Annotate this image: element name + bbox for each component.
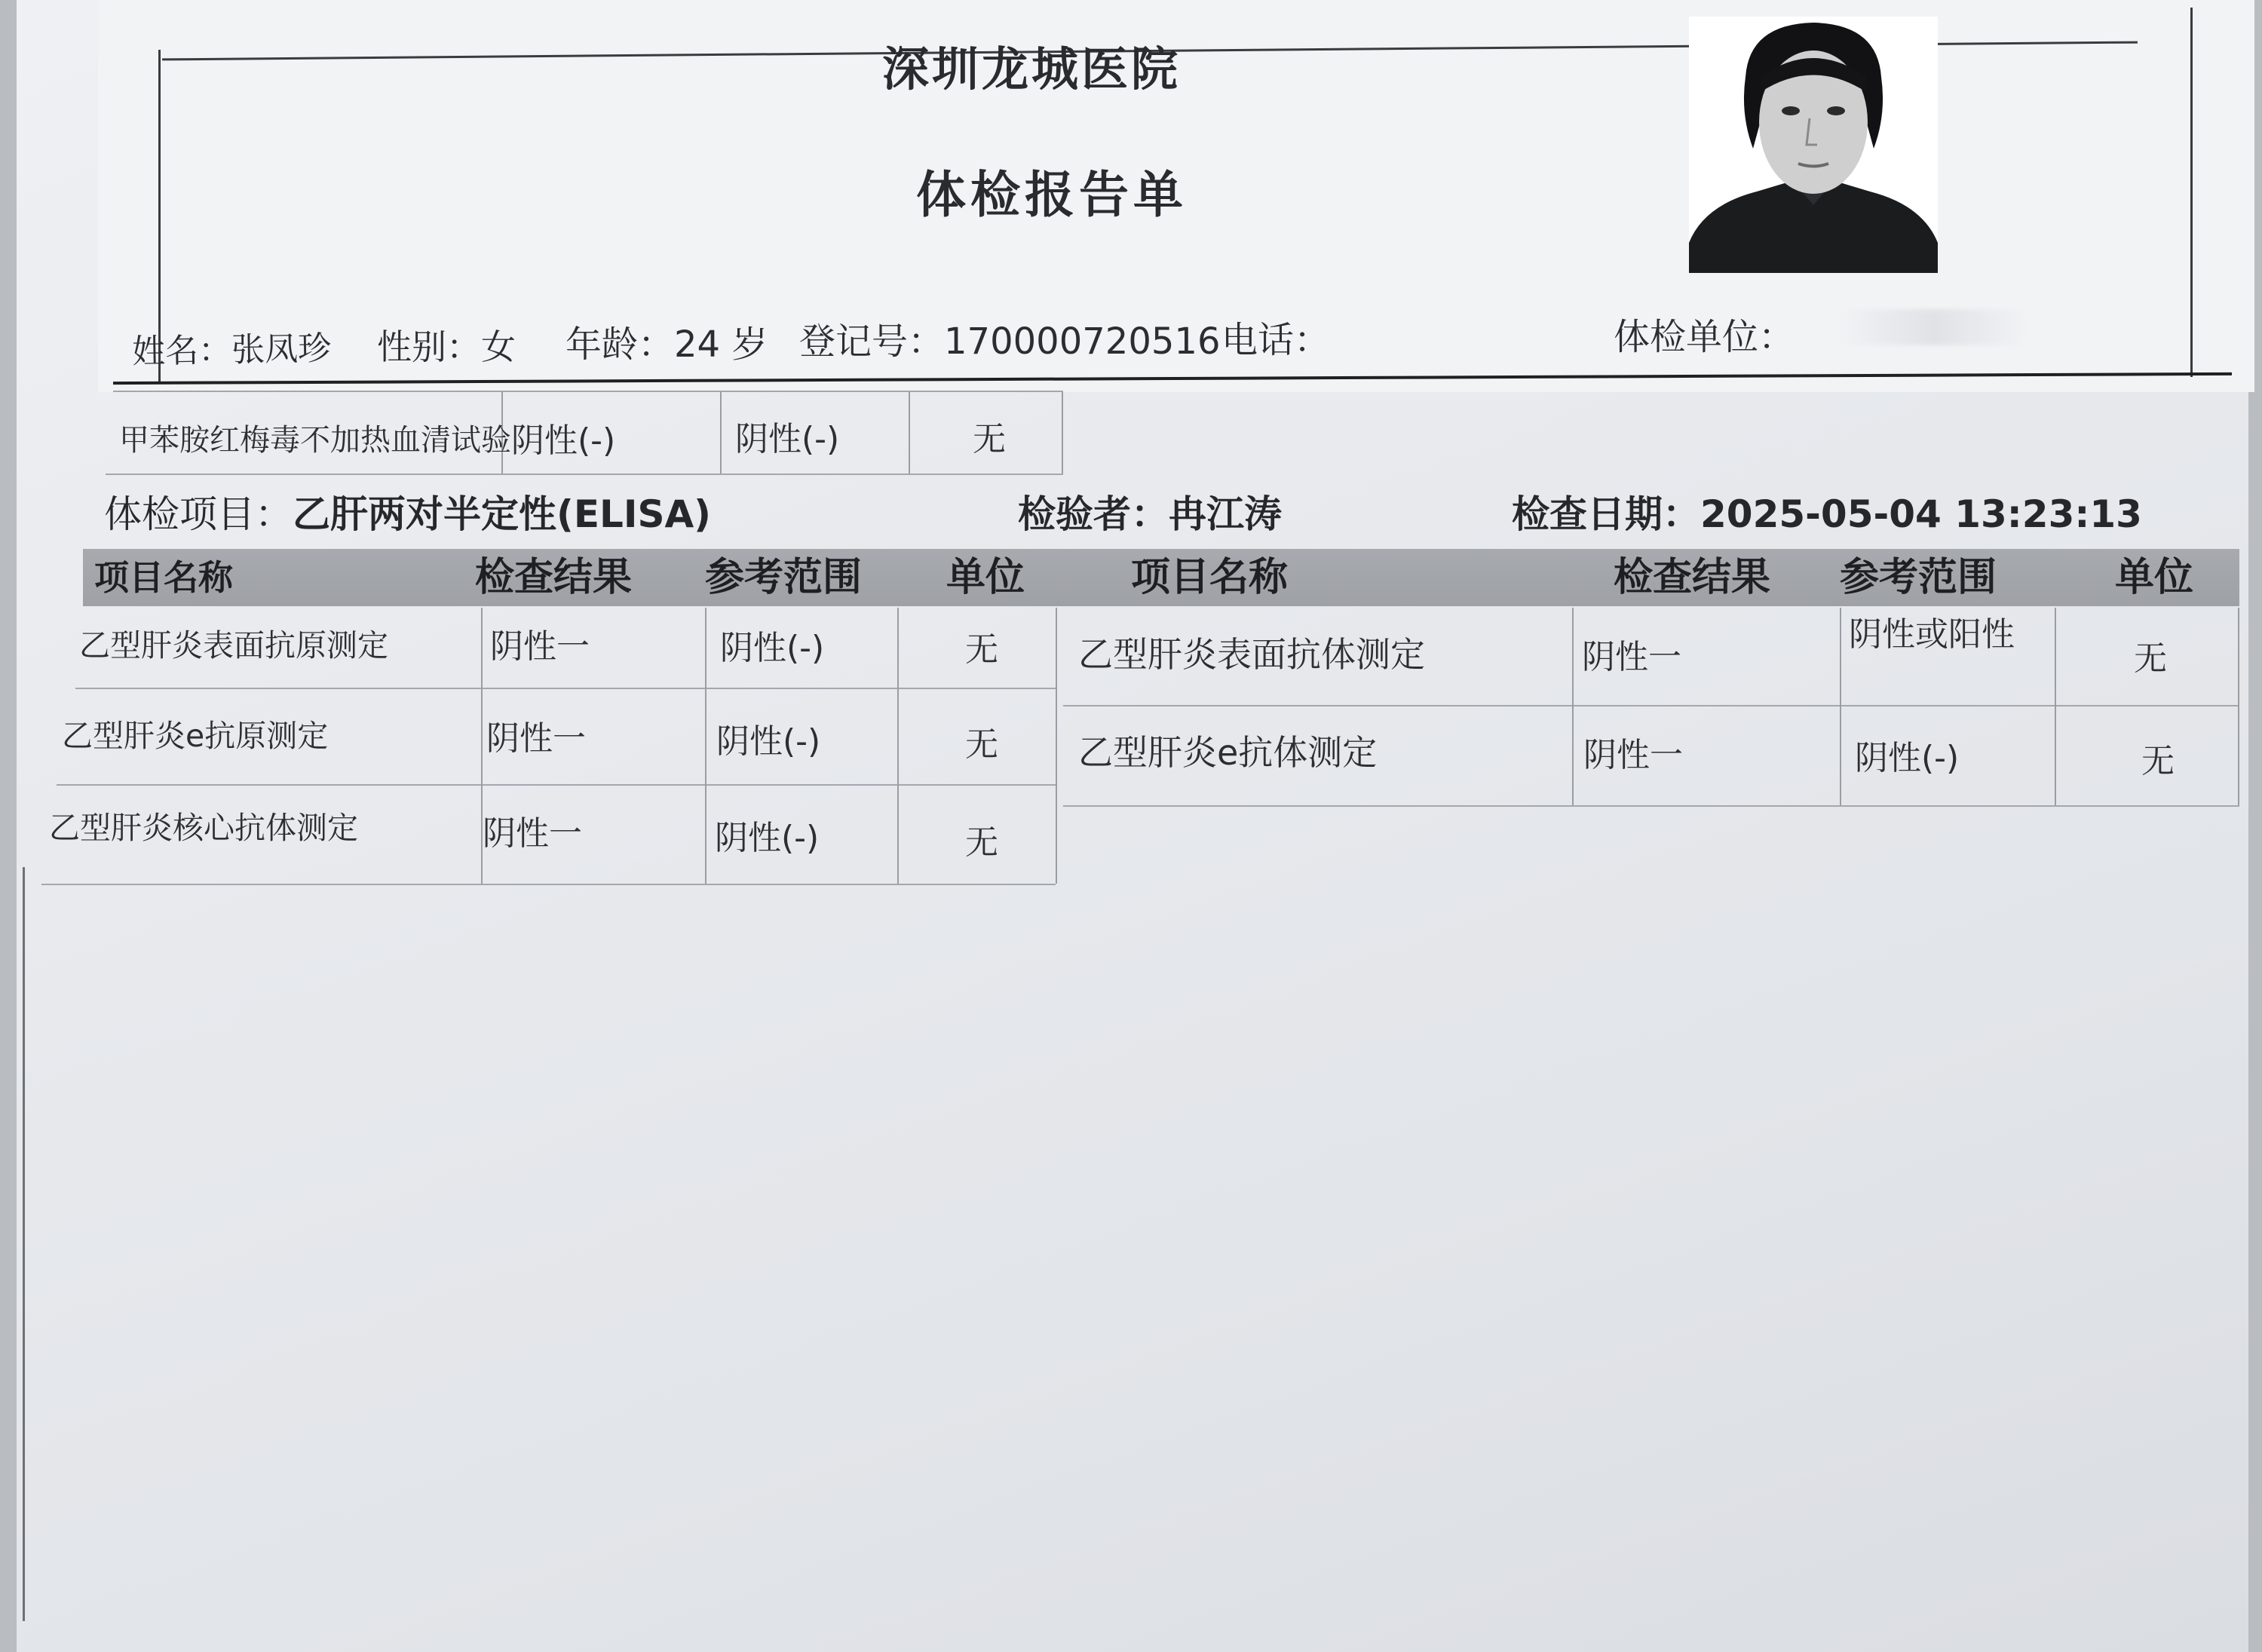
- gender-label: 性别：: [377, 326, 481, 367]
- right-col-4: [2238, 608, 2239, 805]
- syphilis-col-2: [720, 392, 722, 474]
- redacted-unit: [1840, 309, 2028, 345]
- inspector-value: 冉江涛: [1169, 492, 1282, 536]
- left-row-1-unit: 无: [965, 630, 998, 669]
- syphilis-item: 甲苯胺红梅毒不加热血清试验: [119, 423, 511, 458]
- syphilis-col-4: [1062, 392, 1063, 474]
- right-row-2-name: 乙型肝炎e抗体测定: [1078, 732, 1378, 773]
- left-row-3-unit: 无: [965, 823, 998, 862]
- date-value: 2025-05-04 13:23:13: [1700, 492, 2142, 536]
- inspector-label: 检验者：: [1018, 492, 1169, 536]
- right-row-1-unit: 无: [2134, 639, 2167, 678]
- age-value: 24 岁: [674, 323, 768, 366]
- left-row-2-bottom: [57, 784, 1056, 786]
- header-result-right: 检查结果: [1614, 555, 1771, 600]
- left-row-3-bottom: [41, 884, 1056, 885]
- syphilis-col-3: [909, 392, 910, 474]
- right-row-1-name: 乙型肝炎表面抗体测定: [1078, 634, 1425, 675]
- right-row-2-unit: 无: [2141, 742, 2175, 780]
- patient-name: [131, 321, 331, 373]
- header-item-name-left: 项目名称: [94, 557, 233, 598]
- report-title: 体检报告单: [916, 166, 1188, 224]
- right-col-1: [1572, 608, 1574, 805]
- left-col-2: [705, 608, 706, 884]
- reg-value: 170000720516: [944, 320, 1221, 363]
- form-right-border: [2190, 8, 2193, 377]
- syphilis-reference: 阴性(-): [735, 420, 840, 458]
- left-row-1-name: 乙型肝炎表面抗原测定: [79, 627, 388, 664]
- header-result-left: 检查结果: [475, 555, 633, 600]
- unit-label: 体检单位：: [1614, 316, 1795, 358]
- left-row-2-name: 乙型肝炎e抗原测定: [62, 718, 329, 754]
- left-col-4: [1056, 608, 1057, 884]
- date-label: 检查日期：: [1512, 492, 1700, 536]
- exam-item-value: 乙肝两对半定性(ELISA): [293, 492, 712, 536]
- right-row-2-bottom: [1063, 805, 2239, 807]
- left-row-1-result: 阴性一: [490, 627, 590, 666]
- left-row-2-unit: 无: [965, 725, 998, 764]
- phone-label: 电话：: [1221, 319, 1331, 361]
- left-row-2-reference: 阴性(-): [716, 722, 821, 761]
- paper-left-edge: [23, 867, 25, 1621]
- syphilis-unit: 无: [973, 420, 1006, 458]
- header-item-name-right: 项目名称: [1131, 555, 1289, 600]
- patient-photo: [1689, 17, 1938, 273]
- patient-reg-no: [799, 312, 1220, 364]
- patient-gender: [377, 320, 516, 369]
- right-row-1-bottom: [1063, 705, 2239, 706]
- left-row-1-reference: 阴性(-): [720, 629, 825, 667]
- exam-date: [1512, 484, 2142, 538]
- patient-age: [566, 315, 768, 367]
- syphilis-row-bottom: [106, 474, 1063, 475]
- left-row-1-bottom: [75, 688, 1056, 689]
- hospital-name: 深圳龙城医院: [882, 41, 1182, 97]
- right-row-1-reference: 阴性或阳性: [1849, 615, 2015, 654]
- right-col-3: [2055, 608, 2056, 805]
- left-col-3: [897, 608, 899, 884]
- header-unit-left: 单位: [946, 555, 1025, 600]
- header-reference-right: 参考范围: [1840, 555, 1997, 600]
- left-row-3-name: 乙型肝炎核心抗体测定: [49, 810, 358, 846]
- exam-item: [104, 484, 711, 538]
- exam-unit: [1614, 308, 1795, 360]
- left-row-3-result: 阴性一: [483, 814, 582, 853]
- right-row-2-result: 阴性一: [1583, 736, 1683, 774]
- right-col-2: [1840, 608, 1841, 805]
- name-value: 张凤珍: [231, 329, 332, 369]
- patient-phone: [1221, 311, 1330, 363]
- left-row-2-result: 阴性一: [486, 719, 586, 758]
- age-label: 年龄：: [566, 323, 675, 366]
- syphilis-row-top: [113, 391, 1063, 392]
- header-reference-left: 参考范围: [705, 555, 863, 600]
- right-row-2-reference: 阴性(-): [1855, 739, 1960, 777]
- right-row-1-result: 阴性一: [1582, 638, 1681, 676]
- inspector: [1018, 484, 1282, 538]
- name-label: 姓名：: [131, 331, 232, 372]
- syphilis-result: 阴性(-): [511, 421, 616, 460]
- left-row-3-reference: 阴性(-): [715, 819, 820, 857]
- gender-value: 女: [481, 326, 516, 367]
- header-unit-right: 单位: [2115, 555, 2194, 600]
- reg-label: 登记号：: [799, 320, 945, 363]
- exam-item-label: 体检项目：: [104, 492, 293, 536]
